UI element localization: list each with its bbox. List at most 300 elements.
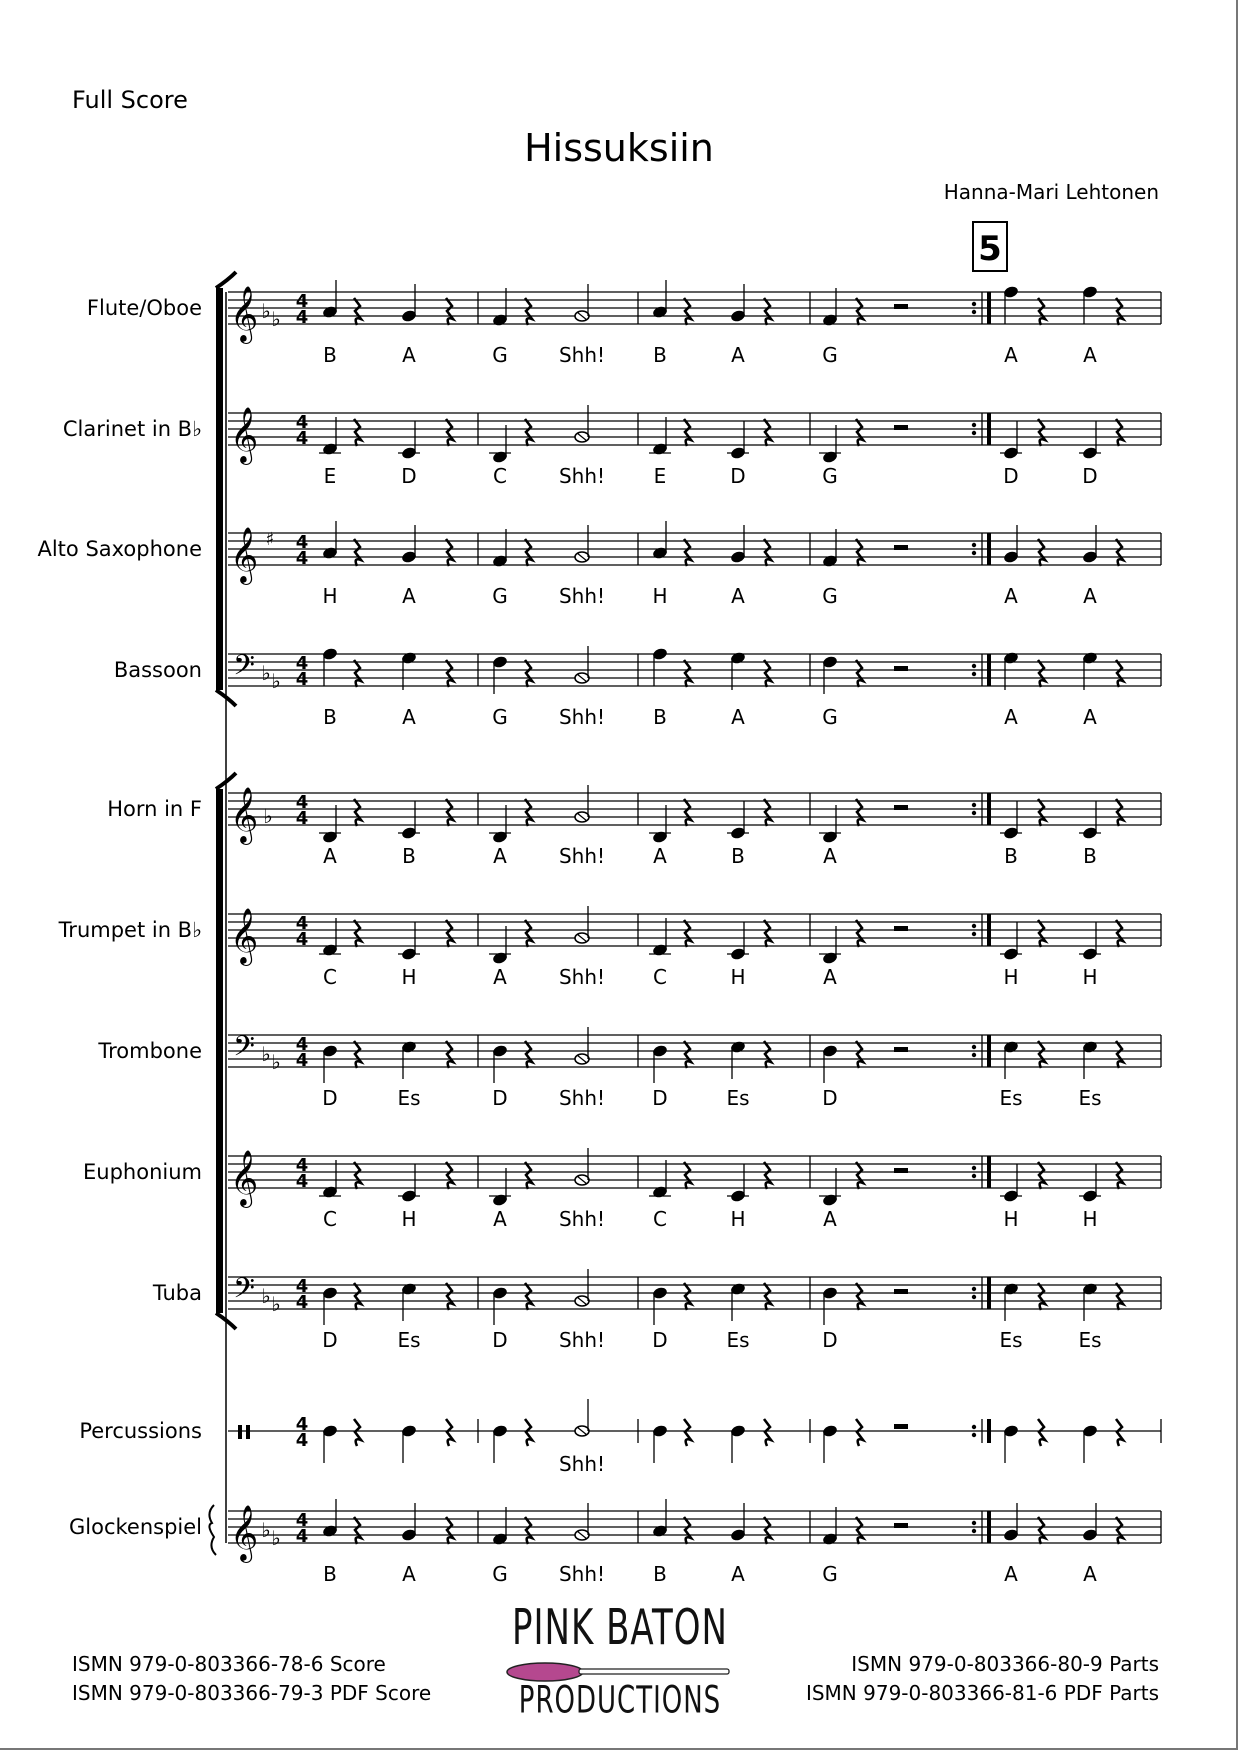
key-flat: ♭ [271,1050,281,1074]
quarter-rest [856,539,863,566]
staff-5 [228,785,1161,868]
lyric: B [323,1562,337,1586]
lyric: Es [999,1328,1023,1352]
lyric: D [322,1086,338,1110]
double-barline [987,533,991,565]
quarter-rest [446,1517,453,1544]
key-flat: ♭ [271,307,281,331]
quarter-rest [1038,1162,1045,1189]
lyric: A [1083,705,1097,729]
instrument-name: Clarinet in B♭ [62,417,202,441]
quarter-rest [525,298,532,325]
double-barline [987,1277,991,1309]
repeat-dot [972,924,976,928]
quarter-rest [1116,660,1123,687]
lyric: G [822,343,838,367]
lyric: A [731,584,745,608]
key-flat: ♭ [261,1284,271,1308]
instrument-name: Percussions [79,1419,202,1443]
lyric: A [493,1207,507,1231]
repeat-dot [972,1425,976,1429]
lyric: A [402,343,416,367]
quarter-rest [1038,799,1045,826]
lyric: B [1004,844,1018,868]
instrument-name: Trombone [98,1039,202,1063]
half-rest [894,545,908,550]
double-barline [987,1511,991,1543]
quarter-rest [764,799,771,826]
lyric: A [823,1207,837,1231]
treble-clef: 𝄞 [229,787,259,843]
time-signature-bottom: 4 [295,548,309,569]
lyric: C [323,965,337,989]
rehearsal-mark: 5 [978,229,1002,269]
time-signature-bottom: 4 [295,808,309,829]
quarter-rest [446,1041,453,1068]
lyric: A [731,705,745,729]
lyric: Shh! [558,705,606,729]
lyric: Shh! [558,1452,606,1476]
half-rest [894,1424,908,1429]
publisher-logo [505,1599,735,1723]
quarter-rest [1038,298,1045,325]
half-rest [894,1168,908,1173]
bass-clef: 𝄢 [233,1030,255,1070]
lyric: B [323,343,337,367]
bass-clef: 𝄢 [233,649,255,689]
quarter-rest [856,1162,863,1189]
repeat-dot [972,803,976,807]
time-signature-top: 4 [295,913,309,934]
quarter-rest [856,660,863,687]
half-rest [894,1289,908,1294]
key-flat: ♭ [263,804,273,828]
treble-clef: 𝄞 [229,1150,259,1206]
lyric: A [402,705,416,729]
lyric: G [822,584,838,608]
score-type-label: Full Score [72,86,188,114]
time-signature-top: 4 [295,1276,309,1297]
quarter-rest [354,1283,361,1310]
lyric: C [493,464,507,488]
quarter-rest [856,298,863,325]
lyric: Shh! [558,965,606,989]
quarter-rest [1116,298,1123,325]
quarter-rest [764,1283,771,1310]
repeat-dot [972,543,976,547]
time-signature-top: 4 [295,1034,309,1055]
instrument-name: Euphonium [83,1160,202,1184]
quarter-rest [525,799,532,826]
quarter-rest [764,660,771,687]
double-barline [987,1035,991,1067]
treble-clef: 𝄞 [229,286,259,342]
quarter-rest [525,920,532,947]
quarter-rest [446,419,453,446]
quarter-rest [1116,539,1123,566]
lyric: Shh! [558,343,606,367]
double-barline [987,1156,991,1188]
lyric: A [731,343,745,367]
double-barline [987,914,991,946]
bracket-brass [216,789,223,1313]
lyric: D [652,1086,668,1110]
quarter-rest [684,419,691,446]
lyric: Es [726,1086,750,1110]
lyric: B [1083,844,1097,868]
lyric: D [1003,464,1019,488]
time-signature-top: 4 [295,1414,309,1435]
lyric: G [492,584,508,608]
quarter-rest [354,1041,361,1068]
quarter-rest [1116,1283,1123,1310]
quarter-rest [354,1162,361,1189]
lyric: A [1083,584,1097,608]
staff-1 [228,280,1161,367]
lyric: H [1003,965,1019,989]
lyric: H [1082,965,1098,989]
half-rest [894,805,908,810]
quarter-rest [354,920,361,947]
key-flat: ♭ [261,299,271,323]
quarter-rest [764,1162,771,1189]
quarter-rest [1038,920,1045,947]
quarter-rest [1116,419,1123,446]
repeat-dot [972,423,976,427]
quarter-rest [1116,1517,1123,1544]
repeat-dot [972,310,976,314]
quarter-rest [764,298,771,325]
lyric: A [493,965,507,989]
lyric: H [730,965,746,989]
lyric: E [323,464,337,488]
lyric: H [1003,1207,1019,1231]
treble-clef: 𝄞 [229,407,259,463]
repeat-dot [972,1045,976,1049]
instrument-name: Flute/Oboe [86,296,202,320]
quarter-rest [1116,1162,1123,1189]
repeat-dot [972,1295,976,1299]
quarter-rest [354,799,361,826]
time-signature-top: 4 [295,653,309,674]
lyric: A [653,844,667,868]
repeat-dot [972,811,976,815]
quarter-rest [1116,1419,1123,1446]
quarter-rest [525,1419,532,1446]
time-signature-bottom: 4 [295,1430,309,1451]
quarter-rest [764,1041,771,1068]
repeat-dot [972,1166,976,1170]
lyric: Shh! [558,844,606,868]
staff-11 [228,1499,1161,1586]
half-rest [894,425,908,430]
quarter-rest [1038,1419,1045,1446]
time-signature-top: 4 [295,532,309,553]
lyric: B [653,1562,667,1586]
key-flat: ♭ [271,1292,281,1316]
percussion-clef [246,1425,250,1439]
repeat-dot [972,1287,976,1291]
time-signature-bottom: 4 [295,929,309,950]
lyric: Shh! [558,1207,606,1231]
quarter-rest [525,1162,532,1189]
lyric: Shh! [558,1086,606,1110]
quarter-rest [856,1419,863,1446]
lyric: B [653,343,667,367]
repeat-dot [972,1529,976,1533]
repeat-dot [972,672,976,676]
quarter-rest [446,799,453,826]
time-signature-bottom: 4 [295,1050,309,1071]
isbn-score: ISMN 979-0-803366-78-6 Score [72,1652,386,1676]
quarter-rest [684,799,691,826]
quarter-rest [1038,1517,1045,1544]
quarter-rest [856,1517,863,1544]
lyric: H [401,965,417,989]
lyric: D [730,464,746,488]
lyric: H [730,1207,746,1231]
lyric: G [492,705,508,729]
repeat-dot [972,431,976,435]
double-barline [987,793,991,825]
lyric: A [1004,1562,1018,1586]
lyric: C [323,1207,337,1231]
lyric: Es [1078,1328,1102,1352]
repeat-dot [972,664,976,668]
quarter-rest [1038,660,1045,687]
lyric: H [652,584,668,608]
brace [209,1505,216,1555]
lyric: B [402,844,416,868]
lyric: G [822,464,838,488]
repeat-dot [972,302,976,306]
key-flat: ♭ [261,1518,271,1542]
time-signature-top: 4 [295,291,309,312]
lyric: E [653,464,667,488]
isbn-parts: ISMN 979-0-803366-80-9 Parts [851,1652,1159,1676]
quarter-rest [764,1419,771,1446]
half-rest [894,926,908,931]
lyric: A [402,584,416,608]
time-signature-top: 4 [295,792,309,813]
lyric: Es [397,1086,421,1110]
lyric: H [401,1207,417,1231]
quarter-rest [525,1041,532,1068]
treble-clef: 𝄞 [229,908,259,964]
instrument-name: Trumpet in B♭ [58,918,202,942]
quarter-rest [856,419,863,446]
bracket-woodwinds [216,288,223,690]
percussion-clef [238,1425,242,1439]
quarter-rest [446,298,453,325]
quarter-rest [446,539,453,566]
lyric: D [822,1328,838,1352]
quarter-rest [684,1419,691,1446]
lyric: C [653,1207,667,1231]
time-signature-bottom: 4 [295,1171,309,1192]
quarter-rest [856,799,863,826]
quarter-rest [1038,1283,1045,1310]
time-signature-bottom: 4 [295,1292,309,1313]
lyric: G [822,1562,838,1586]
lyric: Es [1078,1086,1102,1110]
quarter-rest [856,1283,863,1310]
staff-9 [228,1269,1161,1352]
repeat-dot [972,1433,976,1437]
quarter-rest [764,920,771,947]
quarter-rest [684,920,691,947]
quarter-rest [684,1517,691,1544]
staff-3 [228,521,1161,608]
lyric: D [822,1086,838,1110]
lyric: D [492,1086,508,1110]
lyric: C [653,965,667,989]
quarter-rest [1038,539,1045,566]
lyric: G [492,343,508,367]
half-rest [894,1523,908,1528]
time-signature-bottom: 4 [295,307,309,328]
repeat-dot [972,1521,976,1525]
staff-8 [228,1148,1161,1231]
instrument-name: Alto Saxophone [37,537,202,561]
quarter-rest [354,660,361,687]
quarter-rest [354,419,361,446]
repeat-dot [972,551,976,555]
half-rest [894,666,908,671]
lyric: A [493,844,507,868]
lyric: H [1082,1207,1098,1231]
lyric: A [823,965,837,989]
repeat-dot [972,932,976,936]
quarter-rest [354,298,361,325]
lyric: G [822,705,838,729]
isbn-right [806,1650,1159,1708]
lyric: A [323,844,337,868]
staff-2 [228,405,1161,488]
quarter-rest [446,1162,453,1189]
key-sharp: ♯ [265,529,275,550]
quarter-rest [446,660,453,687]
repeat-dot [972,1174,976,1178]
time-signature-bottom: 4 [295,669,309,690]
page-title: Hissuksiin [524,126,714,170]
quarter-rest [354,1517,361,1544]
isbn-pdf-parts: ISMN 979-0-803366-81-6 PDF Parts [805,1681,1159,1705]
quarter-rest [684,298,691,325]
quarter-rest [525,1283,532,1310]
lyric: Shh! [558,1328,606,1352]
composer-name: Hanna-Mari Lehtonen [943,180,1159,204]
staff-6 [228,906,1161,989]
treble-clef: 𝄞 [229,1505,259,1561]
time-signature-top: 4 [295,412,309,433]
quarter-rest [1116,1041,1123,1068]
instrument-name: Tuba [152,1281,202,1305]
lyric: B [653,705,667,729]
quarter-rest [1038,419,1045,446]
lyric: Shh! [558,1562,606,1586]
quarter-rest [1116,799,1123,826]
double-barline [987,292,991,324]
staff-7 [228,1027,1161,1110]
lyric: Shh! [558,584,606,608]
staff-10 [228,1399,1161,1476]
lyric: Shh! [558,464,606,488]
lyric: D [322,1328,338,1352]
quarter-rest [856,920,863,947]
isbn-pdf-score: ISMN 979-0-803366-79-3 PDF Score [72,1681,432,1705]
quarter-rest [446,1283,453,1310]
lyric: A [1004,584,1018,608]
time-signature-top: 4 [295,1510,309,1531]
quarter-rest [525,660,532,687]
time-signature-bottom: 4 [295,1526,309,1547]
time-signature-top: 4 [295,1155,309,1176]
quarter-rest [684,1041,691,1068]
instrument-name: Bassoon [113,658,202,682]
lyric: A [1004,705,1018,729]
bass-clef: 𝄢 [233,1272,255,1312]
instrument-name: Horn in F [107,797,202,821]
lyric: D [492,1328,508,1352]
lyric: A [402,1562,416,1586]
instrument-name: Glockenspiel [68,1515,202,1539]
half-rest [894,304,908,309]
quarter-rest [525,539,532,566]
treble-clef: 𝄞 [229,527,259,583]
quarter-rest [684,539,691,566]
quarter-rest [446,1419,453,1446]
quarter-rest [684,1283,691,1310]
key-flat: ♭ [261,1042,271,1066]
quarter-rest [525,1517,532,1544]
quarter-rest [354,539,361,566]
isbn-left [72,1650,431,1708]
lyric: B [731,844,745,868]
quarter-rest [525,419,532,446]
lyric: Es [726,1328,750,1352]
lyric: D [1082,464,1098,488]
key-flat: ♭ [271,669,281,693]
quarter-rest [1038,1041,1045,1068]
quarter-rest [764,539,771,566]
double-barline [987,1419,991,1443]
time-signature-bottom: 4 [295,428,309,449]
lyric: Es [999,1086,1023,1110]
quarter-rest [446,920,453,947]
half-rest [894,1047,908,1052]
quarter-rest [764,1517,771,1544]
quarter-rest [1116,920,1123,947]
quarter-rest [684,660,691,687]
repeat-dot [972,1053,976,1057]
logo-bottom-text: PRODUCTIONS [518,1679,722,1723]
double-barline [987,654,991,686]
lyric: D [652,1328,668,1352]
lyric: B [323,705,337,729]
lyric: D [401,464,417,488]
lyric: A [1004,343,1018,367]
quarter-rest [856,1041,863,1068]
quarter-rest [354,1419,361,1446]
staff-4 [228,646,1161,729]
lyric: Es [397,1328,421,1352]
lyric: A [823,844,837,868]
lyric: A [1083,1562,1097,1586]
double-barline [987,413,991,445]
quarter-rest [764,419,771,446]
lyric: G [492,1562,508,1586]
